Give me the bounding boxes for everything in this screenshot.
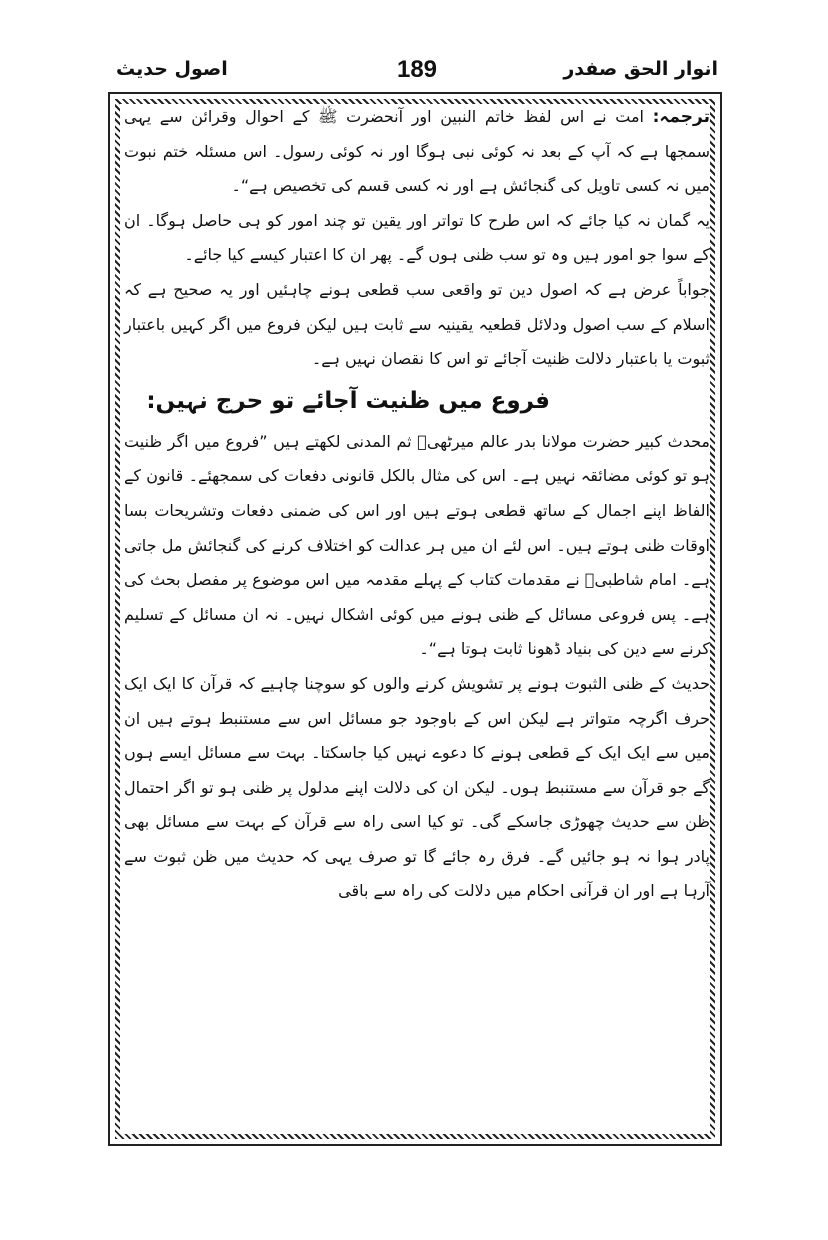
translation-paragraph — [124, 100, 710, 204]
section-title: اصول حدیث — [116, 58, 228, 80]
section-subheading: فروع میں ظنیت آجائے تو حرج نہیں: — [146, 387, 550, 414]
answer-paragraph: جواباً عرض ہے کہ اصول دین تو واقعی سب قطعی ہونے چاہئیں اور یہ صحیح ہے کہ اسلام کے سب اصول ودلائل قطعیہ یقینیہ سے ثابت ہیں لیکن فروع میں اگر کہیں باعتبار ثبوت یا باعتبار دلالت ظنیت آجائے تو اس کا نقصان نہیں ہے۔ — [124, 279, 710, 369]
translation-text: امت نے اس لفظ خاتم النبین اور آنحضرت ﷺ کے احوال وقرائن سے یہی سمجھا ہے کہ آپ کے بعد نہ کوئی نبی ہوگا اور نہ کوئی رسول۔ اس مسئلہ ختم نبوت میں نہ کسی تاویل کی گنجائش ہے اور نہ کسی قسم کی تخصیص ہے“۔ — [124, 107, 710, 196]
book-title: انوار الحق صفدر — [563, 58, 718, 80]
page-header — [116, 52, 718, 92]
translation-label: ترجمہ: — [652, 107, 710, 127]
quote-paragraph: محدث کبیر حضرت مولانا بدر عالم میرٹھیؒ ثم المدنی لکھتے ہیں ”فروع میں اگر ظنیت ہو تو کوئی مضائقہ نہیں ہے۔ اس کی مثال بالکل قانونی دفعات کی سمجھئے۔ قانون کے الفاظ اپنے اجمال کے ساتھ قطعی ہوتے ہیں اور اس کی ضمنی دفعات وتشریحات بسا اوقات ظنی ہوتے ہیں۔ اس لئے ان میں ہر عدالت کو اختلاف کرنے کی گنجائش مل جاتی ہے۔ امام شاطبیؒ نے مقدمات کتاب کے پہلے مقدمہ میں اس موضوع پر مفصل بحث کی ہے۔ پس فروعی مسائل کے ظنی ہونے میں کوئی اشکال نہیں۔ نہ ان مسائل کے تسلیم کرنے سے دین کی بنیاد ڈھونا ثابت ہوتا ہے“۔ — [124, 431, 710, 659]
final-paragraph: حدیث کے ظنی الثبوت ہونے پر تشویش کرنے والوں کو سوچنا چاہیے کہ قرآن کا ایک ایک حرف اگرچہ متواتر ہے لیکن اس کے باوجود جو مسائل اس سے مستنبط ہوتے ہیں ان میں سے ایک ایک کے قطعی ہونے کا دعوے نہیں کیا جاسکتا۔ بہت سے مسائل ایسے ہوں گے جو قرآن سے مستنبط ہوں۔ لیکن ان کی دلالت اپنے مدلول پر ظنی ہو تو اگر احتمال ظن سے حدیث چھوڑی جاسکے گی۔ تو کیا اسی راہ سے قرآن کے بہت سے مسائل بھی پادر ہوا نہ ہو جائیں گے۔ فرق رہ جائے گا تو صرف یہی کہ حدیث میں ظن ثبوت سے آرہا ہے اور ان قرآنی احکام میں دلالت کی راہ سے باقی — [124, 673, 710, 901]
objection-paragraph: یہ گمان نہ کیا جائے کہ اس طرح کا تواتر اور یقین تو چند امور کو ہی حاصل ہوگا۔ ان کے سوا جو امور ہیں وہ تو سب ظنی ہوں گے۔ پھر ان کا اعتبار کیسے کیا جائے۔ — [124, 210, 710, 265]
page-number: 189 — [396, 56, 438, 83]
page-body — [124, 100, 710, 909]
